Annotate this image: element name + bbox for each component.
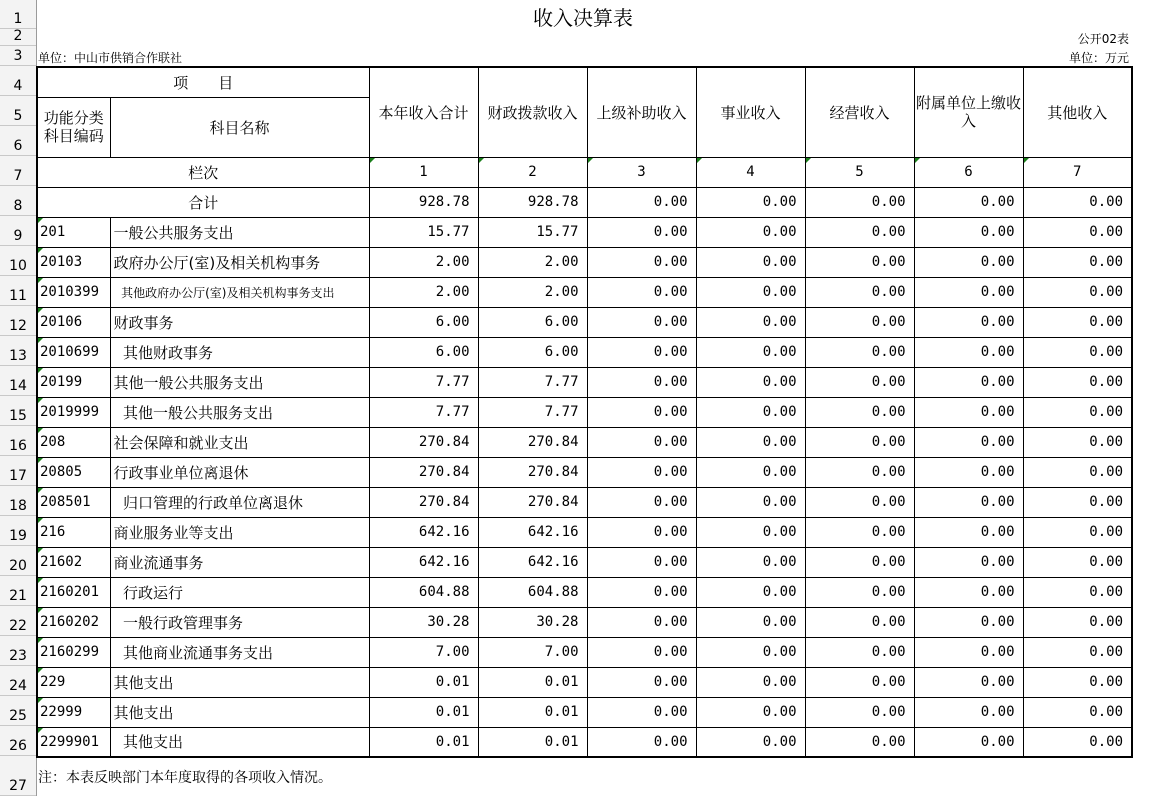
subject-code-cell[interactable]: 208	[37, 427, 110, 457]
subject-code-cell[interactable]: 20103	[37, 247, 110, 277]
amount-cell[interactable]: 2.00	[478, 247, 587, 277]
subject-code-cell[interactable]: 2019999	[37, 397, 110, 427]
sheet-title: 收入决算表	[533, 6, 633, 30]
amount-cell[interactable]: 0.00	[1023, 577, 1132, 607]
subject-name-cell[interactable]: 其他财政事务	[110, 337, 369, 367]
amount-cell[interactable]: 6.00	[369, 337, 478, 367]
amount-cell[interactable]: 15.77	[478, 217, 587, 247]
subject-code-cell[interactable]: 2010399	[37, 277, 110, 307]
amount-cell[interactable]: 7.77	[478, 397, 587, 427]
amount-cell[interactable]: 15.77	[369, 217, 478, 247]
amount-cell[interactable]: 0.00	[914, 337, 1023, 367]
subject-name-cell[interactable]: 其他政府办公厅(室)及相关机构事务支出	[110, 277, 369, 307]
row-number[interactable]: 12	[0, 306, 36, 336]
amount-cell[interactable]: 0.00	[914, 697, 1023, 727]
row-number[interactable]: 20	[0, 546, 36, 576]
amount-cell[interactable]: 0.00	[587, 367, 696, 397]
amount-cell[interactable]: 0.00	[587, 457, 696, 487]
amount-cell[interactable]: 0.00	[696, 667, 805, 697]
amount-cell[interactable]: 0.00	[805, 487, 914, 517]
subject-name-cell[interactable]: 商业服务业等支出	[110, 517, 369, 547]
table-row	[37, 397, 1132, 427]
table-row	[37, 487, 1132, 517]
amount-cell[interactable]: 0.00	[1023, 517, 1132, 547]
subject-name-cell[interactable]: 其他支出	[110, 727, 369, 757]
cell-flag-icon	[38, 278, 43, 283]
amount-cell[interactable]: 0.00	[914, 577, 1023, 607]
column-number[interactable]: 3	[587, 157, 696, 187]
amount-cell[interactable]: 0.00	[696, 367, 805, 397]
subject-code-cell[interactable]: 201	[37, 217, 110, 247]
unit-currency: 单位：万元	[1068, 51, 1129, 65]
amount-cell[interactable]: 0.00	[805, 277, 914, 307]
row-number[interactable]: 8	[0, 186, 36, 216]
amount-cell[interactable]: 0.00	[696, 487, 805, 517]
amount-cell[interactable]: 7.00	[478, 637, 587, 667]
cell-flag-icon	[38, 578, 43, 583]
cell-flag-icon	[1024, 158, 1029, 163]
row-number[interactable]: 9	[0, 216, 36, 246]
amount-cell[interactable]: 0.00	[587, 217, 696, 247]
amount-cell[interactable]: 0.00	[696, 307, 805, 337]
subject-name-cell[interactable]: 政府办公厅(室)及相关机构事务	[110, 247, 369, 277]
amount-cell[interactable]: 0.00	[805, 697, 914, 727]
row-number[interactable]: 2	[0, 29, 36, 46]
amount-cell[interactable]: 0.00	[696, 517, 805, 547]
amount-cell[interactable]: 0.00	[805, 667, 914, 697]
amount-cell[interactable]: 0.00	[914, 667, 1023, 697]
amount-cell[interactable]: 0.00	[914, 457, 1023, 487]
cell-flag-icon	[697, 158, 702, 163]
amount-cell[interactable]: 0.00	[805, 457, 914, 487]
amount-cell[interactable]: 6.00	[478, 337, 587, 367]
subject-code-cell[interactable]: 21602	[37, 547, 110, 577]
cell-flag-icon	[38, 218, 43, 223]
cell-flag-icon	[806, 158, 811, 163]
amount-cell[interactable]: 604.88	[369, 577, 478, 607]
cell-flag-icon	[479, 158, 484, 163]
amount-cell[interactable]: 0.00	[805, 247, 914, 277]
cell-flag-icon	[38, 428, 43, 433]
total-label[interactable]: 合计	[37, 187, 369, 217]
amount-cell[interactable]: 0.00	[805, 637, 914, 667]
amount-cell[interactable]: 0.00	[914, 517, 1023, 547]
amount-cell[interactable]: 0.00	[587, 637, 696, 667]
amount-cell[interactable]: 0.00	[1023, 697, 1132, 727]
amount-cell[interactable]: 0.00	[587, 577, 696, 607]
subject-code-cell[interactable]: 20805	[37, 457, 110, 487]
amount-cell[interactable]: 0.00	[914, 637, 1023, 667]
amount-cell[interactable]: 0.00	[1023, 637, 1132, 667]
cell-flag-icon	[38, 338, 43, 343]
row-number[interactable]: 4	[0, 66, 36, 96]
row-number[interactable]: 23	[0, 636, 36, 666]
amount-cell[interactable]: 0.00	[696, 457, 805, 487]
subject-code-cell[interactable]: 2010699	[37, 337, 110, 367]
subject-name-cell[interactable]: 其他支出	[110, 667, 369, 697]
cell-flag-icon	[38, 698, 43, 703]
row-number[interactable]: 11	[0, 276, 36, 306]
amount-cell[interactable]: 270.84	[369, 487, 478, 517]
table-row	[37, 607, 1132, 637]
amount-cell[interactable]: 0.00	[1023, 307, 1132, 337]
header-col-3[interactable]: 上级补助收入	[587, 67, 696, 157]
row-number[interactable]: 27	[0, 756, 36, 796]
table-row	[37, 277, 1132, 307]
cell-flag-icon	[38, 488, 43, 493]
subject-name-cell[interactable]: 商业流通事务	[110, 547, 369, 577]
amount-cell[interactable]: 0.00	[1023, 547, 1132, 577]
table-row	[37, 307, 1132, 337]
row-number[interactable]: 24	[0, 666, 36, 696]
header-code[interactable]: 功能分类科目编码	[37, 97, 110, 157]
amount-cell[interactable]: 0.01	[369, 727, 478, 757]
amount-cell[interactable]: 270.84	[369, 457, 478, 487]
table-row	[37, 367, 1132, 397]
subject-code-cell[interactable]: 229	[37, 667, 110, 697]
row-number[interactable]: 13	[0, 336, 36, 366]
income-table	[36, 66, 1133, 758]
cell-flag-icon	[38, 518, 43, 523]
total-cell[interactable]: 0.00	[914, 187, 1023, 217]
amount-cell[interactable]: 0.00	[1023, 667, 1132, 697]
amount-cell[interactable]: 0.01	[478, 667, 587, 697]
amount-cell[interactable]: 0.00	[696, 277, 805, 307]
amount-cell[interactable]: 0.00	[914, 277, 1023, 307]
column-number[interactable]: 1	[369, 157, 478, 187]
row-number[interactable]: 16	[0, 426, 36, 456]
amount-cell[interactable]: 0.00	[696, 217, 805, 247]
amount-cell[interactable]: 0.00	[587, 607, 696, 637]
amount-cell[interactable]: 0.00	[587, 727, 696, 757]
amount-cell[interactable]: 0.00	[914, 607, 1023, 637]
amount-cell[interactable]: 0.00	[805, 307, 914, 337]
subject-code-cell[interactable]: 2160299	[37, 637, 110, 667]
table-row	[37, 427, 1132, 457]
cell-flag-icon	[38, 368, 43, 373]
amount-cell[interactable]: 0.00	[805, 217, 914, 247]
row-number[interactable]: 6	[0, 126, 36, 156]
amount-cell[interactable]: 0.00	[587, 487, 696, 517]
amount-cell[interactable]: 642.16	[478, 547, 587, 577]
header-col-7[interactable]: 其他收入	[1023, 67, 1132, 157]
cell-flag-icon	[588, 158, 593, 163]
amount-cell[interactable]: 0.00	[587, 667, 696, 697]
total-row	[37, 187, 1132, 217]
row-number[interactable]: 21	[0, 576, 36, 606]
amount-cell[interactable]: 0.00	[914, 307, 1023, 337]
subject-name-cell[interactable]: 一般行政管理事务	[110, 607, 369, 637]
subject-name-cell[interactable]: 其他商业流通事务支出	[110, 637, 369, 667]
table-row	[37, 577, 1132, 607]
cell-flag-icon	[38, 548, 43, 553]
amount-cell[interactable]: 7.77	[369, 367, 478, 397]
amount-cell[interactable]: 0.00	[696, 427, 805, 457]
cell-flag-icon	[370, 158, 375, 163]
amount-cell[interactable]: 0.01	[369, 667, 478, 697]
unit-organization: 单位：中山市供销合作联社	[38, 51, 183, 65]
header-item[interactable]: 项 目	[37, 67, 369, 97]
row-number[interactable]: 10	[0, 246, 36, 276]
amount-cell[interactable]: 0.00	[587, 397, 696, 427]
cell-flag-icon	[38, 668, 43, 673]
table-row	[37, 727, 1132, 757]
amount-cell[interactable]: 0.00	[1023, 457, 1132, 487]
table-row	[37, 247, 1132, 277]
subject-code-cell[interactable]: 20199	[37, 367, 110, 397]
amount-cell[interactable]: 2.00	[478, 277, 587, 307]
amount-cell[interactable]: 0.00	[587, 277, 696, 307]
amount-cell[interactable]: 642.16	[478, 517, 587, 547]
amount-cell[interactable]: 0.00	[1023, 367, 1132, 397]
amount-cell[interactable]: 0.00	[914, 217, 1023, 247]
amount-cell[interactable]: 0.00	[1023, 427, 1132, 457]
column-number[interactable]: 5	[805, 157, 914, 187]
cell-flag-icon	[38, 248, 43, 253]
amount-cell[interactable]: 0.00	[1023, 397, 1132, 427]
amount-cell[interactable]: 0.00	[587, 697, 696, 727]
amount-cell[interactable]: 7.77	[478, 367, 587, 397]
row-number[interactable]: 14	[0, 366, 36, 396]
form-code: 公开02表	[1077, 32, 1129, 46]
header-col-4[interactable]: 事业收入	[696, 67, 805, 157]
total-cell[interactable]: 928.78	[369, 187, 478, 217]
subject-name-cell[interactable]: 其他支出	[110, 697, 369, 727]
amount-cell[interactable]: 0.00	[587, 337, 696, 367]
amount-cell[interactable]: 0.00	[1023, 277, 1132, 307]
subject-code-cell[interactable]: 208501	[37, 487, 110, 517]
amount-cell[interactable]: 642.16	[369, 547, 478, 577]
row-header-column	[0, 0, 37, 796]
table-row	[37, 217, 1132, 247]
total-cell[interactable]: 0.00	[805, 187, 914, 217]
cell-flag-icon	[38, 308, 43, 313]
amount-cell[interactable]: 0.00	[587, 517, 696, 547]
row-number[interactable]: 17	[0, 456, 36, 486]
column-number[interactable]: 2	[478, 157, 587, 187]
row-number[interactable]: 26	[0, 726, 36, 756]
amount-cell[interactable]: 2.00	[369, 247, 478, 277]
subject-name-cell[interactable]: 归口管理的行政单位离退休	[110, 487, 369, 517]
amount-cell[interactable]: 2.00	[369, 277, 478, 307]
amount-cell[interactable]: 0.00	[914, 547, 1023, 577]
row-number[interactable]: 18	[0, 486, 36, 516]
row-number[interactable]: 5	[0, 96, 36, 126]
header-col-5[interactable]: 经营收入	[805, 67, 914, 157]
row-number[interactable]: 3	[0, 46, 36, 66]
amount-cell[interactable]: 0.00	[1023, 727, 1132, 757]
cell-flag-icon	[38, 458, 43, 463]
amount-cell[interactable]: 0.00	[696, 547, 805, 577]
amount-cell[interactable]: 0.00	[1023, 217, 1132, 247]
amount-cell[interactable]: 0.00	[914, 427, 1023, 457]
column-number[interactable]: 6	[914, 157, 1023, 187]
amount-cell[interactable]: 0.00	[696, 637, 805, 667]
amount-cell[interactable]: 0.00	[696, 697, 805, 727]
amount-cell[interactable]: 270.84	[478, 487, 587, 517]
cell-flag-icon	[38, 728, 43, 733]
amount-cell[interactable]: 0.00	[696, 607, 805, 637]
total-cell[interactable]: 0.00	[587, 187, 696, 217]
cell-flag-icon	[38, 398, 43, 403]
table-row	[37, 547, 1132, 577]
amount-cell[interactable]: 0.01	[369, 697, 478, 727]
amount-cell[interactable]: 0.00	[914, 397, 1023, 427]
amount-cell[interactable]: 30.28	[369, 607, 478, 637]
amount-cell[interactable]: 0.00	[587, 307, 696, 337]
subject-name-cell[interactable]: 一般公共服务支出	[110, 217, 369, 247]
amount-cell[interactable]: 0.00	[1023, 487, 1132, 517]
amount-cell[interactable]: 0.00	[696, 247, 805, 277]
row-number[interactable]: 22	[0, 606, 36, 636]
row-number[interactable]: 15	[0, 396, 36, 426]
subject-name-cell[interactable]: 行政运行	[110, 577, 369, 607]
amount-cell[interactable]: 0.00	[587, 547, 696, 577]
amount-cell[interactable]: 270.84	[369, 427, 478, 457]
amount-cell[interactable]: 0.00	[805, 577, 914, 607]
subject-name-cell[interactable]: 社会保障和就业支出	[110, 427, 369, 457]
subject-code-cell[interactable]: 2160202	[37, 607, 110, 637]
total-cell[interactable]: 0.00	[696, 187, 805, 217]
amount-cell[interactable]: 0.00	[805, 517, 914, 547]
amount-cell[interactable]: 0.00	[805, 337, 914, 367]
cell-flag-icon	[38, 638, 43, 643]
amount-cell[interactable]: 270.84	[478, 457, 587, 487]
amount-cell[interactable]: 0.00	[696, 727, 805, 757]
total-cell[interactable]: 928.78	[478, 187, 587, 217]
table-row	[37, 337, 1132, 367]
table-note: 注：本表反映部门本年度取得的各项收入情况。	[38, 770, 332, 786]
amount-cell[interactable]: 0.00	[914, 727, 1023, 757]
amount-cell[interactable]: 0.00	[805, 607, 914, 637]
amount-cell[interactable]: 0.00	[1023, 337, 1132, 367]
amount-cell[interactable]: 0.01	[478, 697, 587, 727]
amount-cell[interactable]: 0.00	[805, 427, 914, 457]
table-row	[37, 697, 1132, 727]
amount-cell[interactable]: 7.00	[369, 637, 478, 667]
header-col-1[interactable]: 本年收入合计	[369, 67, 478, 157]
amount-cell[interactable]: 0.00	[805, 397, 914, 427]
header-name[interactable]: 科目名称	[110, 97, 369, 157]
amount-cell[interactable]: 0.00	[805, 727, 914, 757]
amount-cell[interactable]: 0.00	[805, 367, 914, 397]
table-row	[37, 517, 1132, 547]
amount-cell[interactable]: 642.16	[369, 517, 478, 547]
amount-cell[interactable]: 0.00	[1023, 247, 1132, 277]
amount-cell[interactable]: 0.01	[478, 727, 587, 757]
header-col-2[interactable]: 财政拨款收入	[478, 67, 587, 157]
amount-cell[interactable]: 0.00	[587, 247, 696, 277]
subject-code-cell[interactable]: 216	[37, 517, 110, 547]
header-col-6[interactable]: 附属单位上缴收入	[914, 67, 1023, 157]
subject-code-cell[interactable]: 2299901	[37, 727, 110, 757]
table-row	[37, 667, 1132, 697]
amount-cell[interactable]: 0.00	[914, 367, 1023, 397]
row-number[interactable]: 7	[0, 156, 36, 186]
amount-cell[interactable]: 0.00	[914, 247, 1023, 277]
amount-cell[interactable]: 0.00	[696, 337, 805, 367]
amount-cell[interactable]: 6.00	[369, 307, 478, 337]
subject-code-cell[interactable]: 22999	[37, 697, 110, 727]
amount-cell[interactable]: 7.77	[369, 397, 478, 427]
amount-cell[interactable]: 30.28	[478, 607, 587, 637]
subject-code-cell[interactable]: 2160201	[37, 577, 110, 607]
table-row	[37, 457, 1132, 487]
table-row	[37, 637, 1132, 667]
amount-cell[interactable]: 6.00	[478, 307, 587, 337]
total-cell[interactable]: 0.00	[1023, 187, 1132, 217]
amount-cell[interactable]: 604.88	[478, 577, 587, 607]
amount-cell[interactable]: 270.84	[478, 427, 587, 457]
row-number[interactable]: 25	[0, 696, 36, 726]
row-number[interactable]: 19	[0, 516, 36, 546]
amount-cell[interactable]: 0.00	[696, 397, 805, 427]
subject-code-cell[interactable]: 20106	[37, 307, 110, 337]
subject-name-cell[interactable]: 其他一般公共服务支出	[110, 367, 369, 397]
cell-flag-icon	[38, 608, 43, 613]
column-number[interactable]: 7	[1023, 157, 1132, 187]
subject-name-cell[interactable]: 其他一般公共服务支出	[110, 397, 369, 427]
subject-name-cell[interactable]: 行政事业单位离退休	[110, 457, 369, 487]
amount-cell[interactable]: 0.00	[587, 427, 696, 457]
amount-cell[interactable]: 0.00	[805, 547, 914, 577]
amount-cell[interactable]: 0.00	[1023, 607, 1132, 637]
column-number[interactable]: 4	[696, 157, 805, 187]
amount-cell[interactable]: 0.00	[914, 487, 1023, 517]
subject-name-cell[interactable]: 财政事务	[110, 307, 369, 337]
cell-flag-icon	[915, 158, 920, 163]
row-number[interactable]: 1	[0, 0, 36, 29]
amount-cell[interactable]: 0.00	[696, 577, 805, 607]
header-lanci[interactable]: 栏次	[37, 157, 369, 187]
